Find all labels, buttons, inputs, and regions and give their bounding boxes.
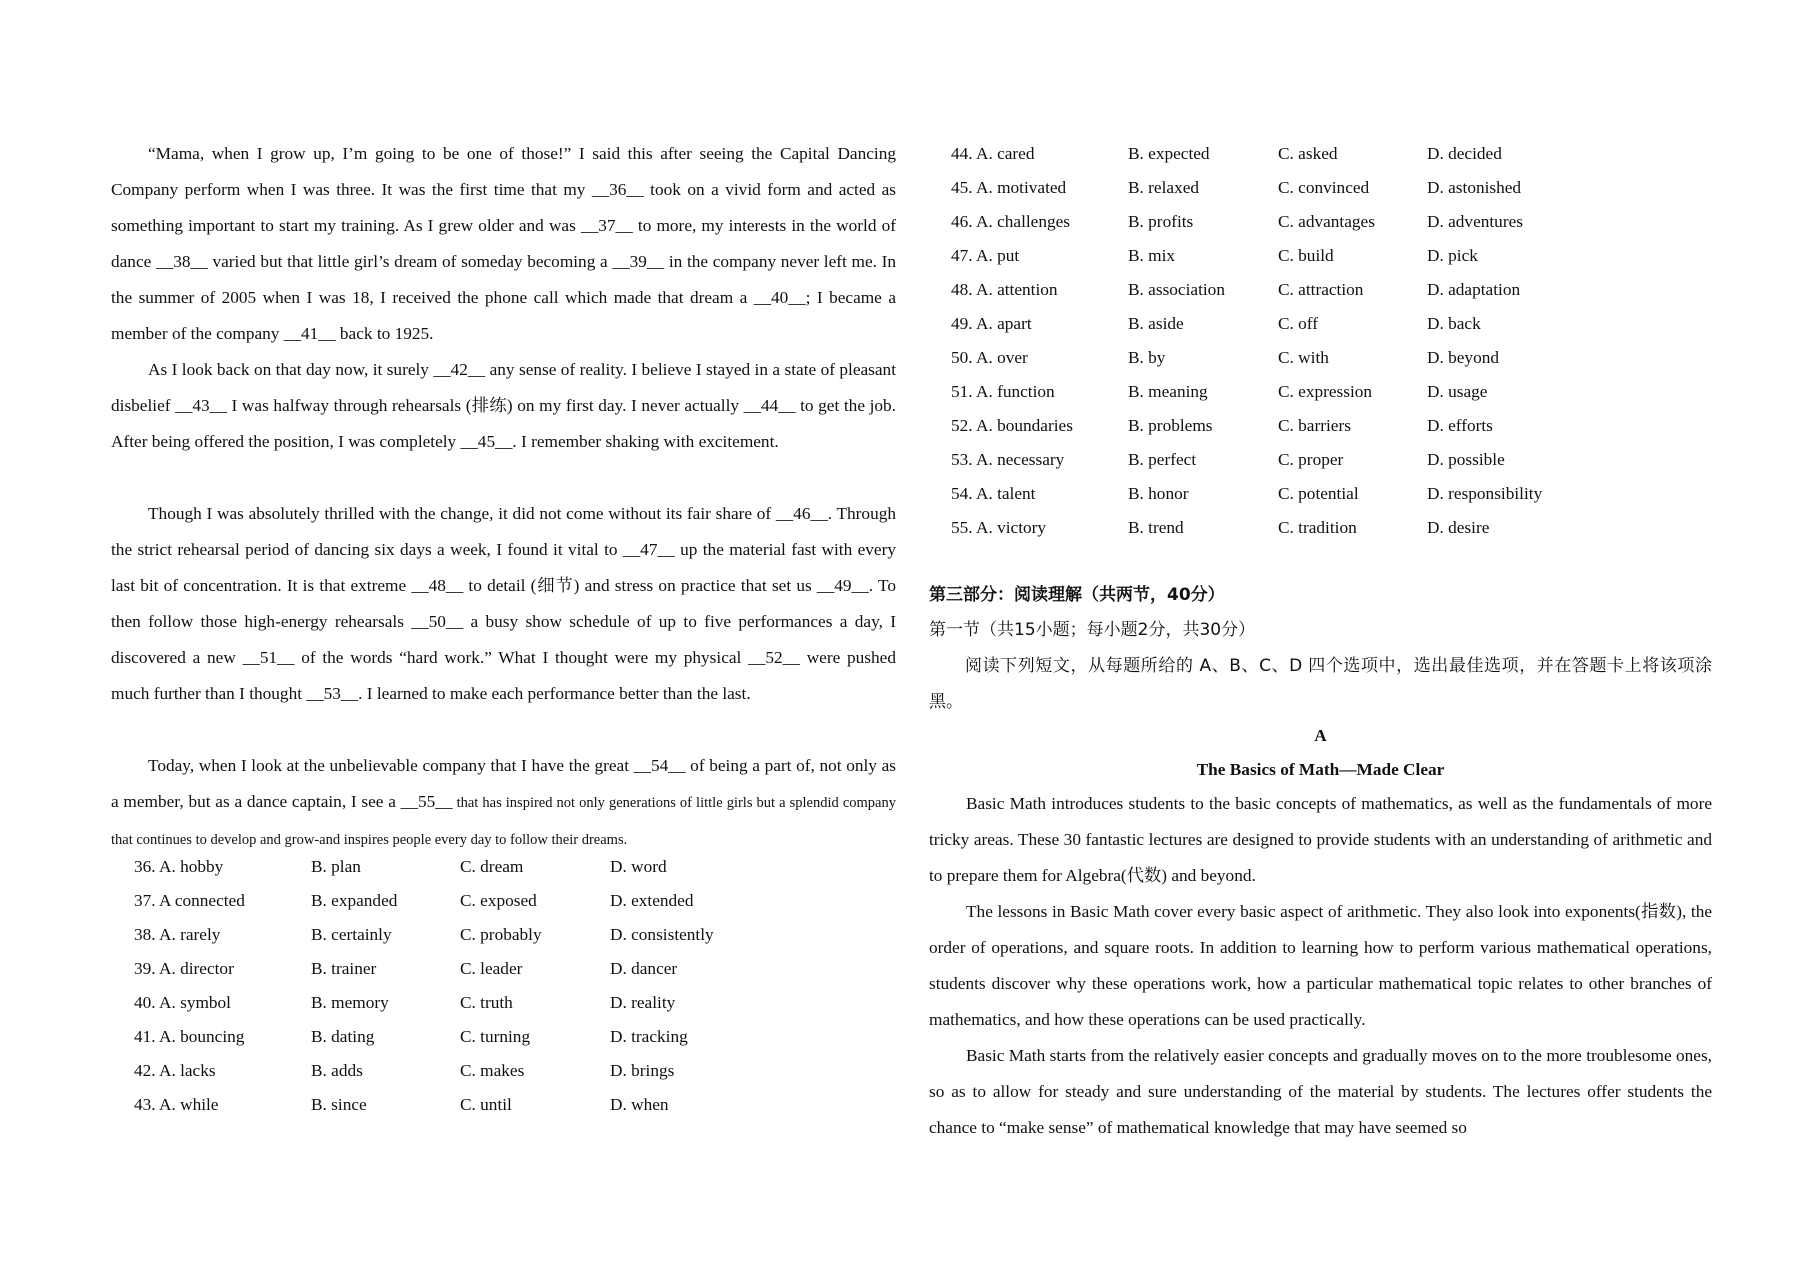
option-a: 45. A. motivated xyxy=(951,178,1067,197)
option-a: 37. A connected xyxy=(134,891,245,910)
option-d: D. consistently xyxy=(610,925,714,944)
option-a: 36. A. hobby xyxy=(134,857,224,876)
cloze-paragraph-4 xyxy=(111,748,896,858)
cloze-paragraph-1: “Mama, when I grow up, I’m going to be one of those!” I said this after seeing the Capital Dancing Company perform when I was three. It was the first time that my __36__ took on a vivid form and acted as something important to start my training. As I grew older and was __37__ to more, my interests in the world of dance __38__ varied but that little girl’s dream of someday becoming a __39__ in the company never left me. In the summer of 2005 when I was 18, I received the phone call which made that dream a __40__; I became a member of the company __41__ back to 1925. xyxy=(111,144,896,343)
option-a: 55. A. victory xyxy=(951,518,1047,537)
option-a: 41. A. bouncing xyxy=(134,1027,245,1046)
passage-paragraph-1: Basic Math introduces students to the basic concepts of mathematics, as well as the fundamentals of more tricky areas. These 30 fantastic lectures are designed to provide students with an understanding of arithmetic and to prepare them for Algebra(代数) and beyond. xyxy=(929,794,1712,885)
instructions: 阅读下列短文，从每题所给的 A、B、C、D 四个选项中，选出最佳选项，并在答题卡上将该项涂黑。 xyxy=(929,656,1712,712)
option-c: C. build xyxy=(1278,246,1334,265)
option-b: B. trainer xyxy=(311,959,377,978)
option-d: D. desire xyxy=(1427,518,1490,537)
paragraph-4-main: Today, when I look at the unbelievable company that I have the great __54__ of being a part of, not only as a member, but as a dance captain, I see a __55__ xyxy=(111,756,896,811)
option-d: D. beyond xyxy=(1427,348,1499,367)
option-b: B. certainly xyxy=(311,925,392,944)
option-b: B. expected xyxy=(1128,144,1210,163)
option-b: B. honor xyxy=(1128,484,1189,503)
option-b: B. meaning xyxy=(1128,382,1208,401)
option-c: C. dream xyxy=(460,857,524,876)
option-d: D. responsibility xyxy=(1427,484,1543,503)
option-b: B. by xyxy=(1128,348,1166,367)
option-c: C. tradition xyxy=(1278,518,1357,537)
option-a: 50. A. over xyxy=(951,348,1028,367)
passage-title: The Basics of Math—Made Clear xyxy=(1196,760,1445,779)
paragraph-4-tail: that has inspired not only generations of little girls but a splendid company that continues to develop and grow-and inspires people every day to follow their dreams. xyxy=(111,795,896,848)
cloze-paragraph-2: As I look back on that day now, it surely __42__ any sense of reality. I believe I stayed in a state of pleasant disbelief __43__ I was halfway through rehearsals (排练) on my first day. I never actually __44__ to get the job. After being offered the position, I was completely __45__. I remember shaking with excitement. xyxy=(111,360,896,451)
option-d: D. brings xyxy=(610,1061,675,1080)
option-c: C. with xyxy=(1278,348,1329,367)
option-b: B. adds xyxy=(311,1061,363,1080)
option-c: C. truth xyxy=(460,993,513,1012)
option-c: C. convinced xyxy=(1278,178,1370,197)
option-a: 49. A. apart xyxy=(951,314,1032,333)
option-c: C. off xyxy=(1278,314,1319,333)
option-c: C. makes xyxy=(460,1061,525,1080)
option-d: D. back xyxy=(1427,314,1481,333)
option-d: D. when xyxy=(610,1095,669,1114)
option-b: B. trend xyxy=(1128,518,1184,537)
option-d: D. possible xyxy=(1427,450,1505,469)
option-a: 40. A. symbol xyxy=(134,993,231,1012)
option-a: 44. A. cared xyxy=(951,144,1035,163)
option-d: D. efforts xyxy=(1427,416,1493,435)
option-b: B. plan xyxy=(311,857,361,876)
option-d: D. astonished xyxy=(1427,178,1522,197)
option-c: C. expression xyxy=(1278,382,1373,401)
option-c: C. probably xyxy=(460,925,542,944)
option-d: D. word xyxy=(610,857,667,876)
cloze-paragraph-3: Though I was absolutely thrilled with the change, it did not come without its fair share of __46__. Through the strict rehearsal period of dancing six days a week, I found it vital to __47__ up the material fast with every last bit of concentration. It is that extreme __48__ to detail (细节) and stress on practice that set us __49__. To then follow those high-energy rehearsals __50__ a busy show schedule of up to five performances a day, I discovered a new __51__ of the words “hard work.” What I thought were my physical __52__ were pushed much further than I thought __53__. I learned to make each performance better than the last. xyxy=(111,504,896,703)
option-b: B. memory xyxy=(311,993,389,1012)
option-b: B. relaxed xyxy=(1128,178,1200,197)
option-c: C. exposed xyxy=(460,891,537,910)
option-d: D. tracking xyxy=(610,1027,688,1046)
option-c: C. turning xyxy=(460,1027,531,1046)
option-a: 43. A. while xyxy=(134,1095,219,1114)
option-d: D. usage xyxy=(1427,382,1488,401)
option-b: B. profits xyxy=(1128,212,1194,231)
option-b: B. since xyxy=(311,1095,367,1114)
option-d: D. pick xyxy=(1427,246,1478,265)
option-b: B. mix xyxy=(1128,246,1176,265)
option-c: C. proper xyxy=(1278,450,1344,469)
passage-letter: A xyxy=(1314,726,1327,745)
option-a: 52. A. boundaries xyxy=(951,416,1073,435)
option-b: B. aside xyxy=(1128,314,1184,333)
option-a: 46. A. challenges xyxy=(951,212,1071,231)
option-b: B. dating xyxy=(311,1027,375,1046)
option-a: 39. A. director xyxy=(134,959,234,978)
option-b: B. expanded xyxy=(311,891,398,910)
option-c: C. until xyxy=(460,1095,512,1114)
option-c: C. potential xyxy=(1278,484,1359,503)
option-b: B. association xyxy=(1128,280,1225,299)
passage-paragraph-2: The lessons in Basic Math cover every basic aspect of arithmetic. They also look into exponents(指数), the order of operations, and square roots. In addition to learning how to perform various mathematical operations, students discover why these operations work, how a particular mathematical topic relates to other branches of mathematics, and how these operations can be used practically. xyxy=(929,902,1712,1029)
section-subtitle: 第一节（共15小题；每小题2分，共30分） xyxy=(929,620,1256,640)
option-c: C. leader xyxy=(460,959,523,978)
passage-paragraph-3: Basic Math starts from the relatively easier concepts and gradually moves on to the more troublesome ones, so as to allow for steady and sure understanding of the material by students. The lectures offer students the chance to “make sense” of mathematical knowledge that may have seemed so xyxy=(929,1046,1712,1137)
option-c: C. attraction xyxy=(1278,280,1364,299)
section-title: 第三部分：阅读理解（共两节，40分） xyxy=(929,585,1225,605)
option-d: D. adaptation xyxy=(1427,280,1521,299)
option-a: 38. A. rarely xyxy=(134,925,221,944)
option-c: C. asked xyxy=(1278,144,1338,163)
option-a: 42. A. lacks xyxy=(134,1061,216,1080)
option-c: C. advantages xyxy=(1278,212,1375,231)
option-a: 47. A. put xyxy=(951,246,1020,265)
option-d: D. reality xyxy=(610,993,676,1012)
option-b: B. perfect xyxy=(1128,450,1197,469)
option-a: 53. A. necessary xyxy=(951,450,1065,469)
option-a: 51. A. function xyxy=(951,382,1055,401)
option-a: 54. A. talent xyxy=(951,484,1036,503)
option-a: 48. A. attention xyxy=(951,280,1058,299)
option-c: C. barriers xyxy=(1278,416,1351,435)
option-d: D. decided xyxy=(1427,144,1502,163)
option-d: D. dancer xyxy=(610,959,678,978)
option-d: D. adventures xyxy=(1427,212,1523,231)
option-d: D. extended xyxy=(610,891,694,910)
option-b: B. problems xyxy=(1128,416,1213,435)
